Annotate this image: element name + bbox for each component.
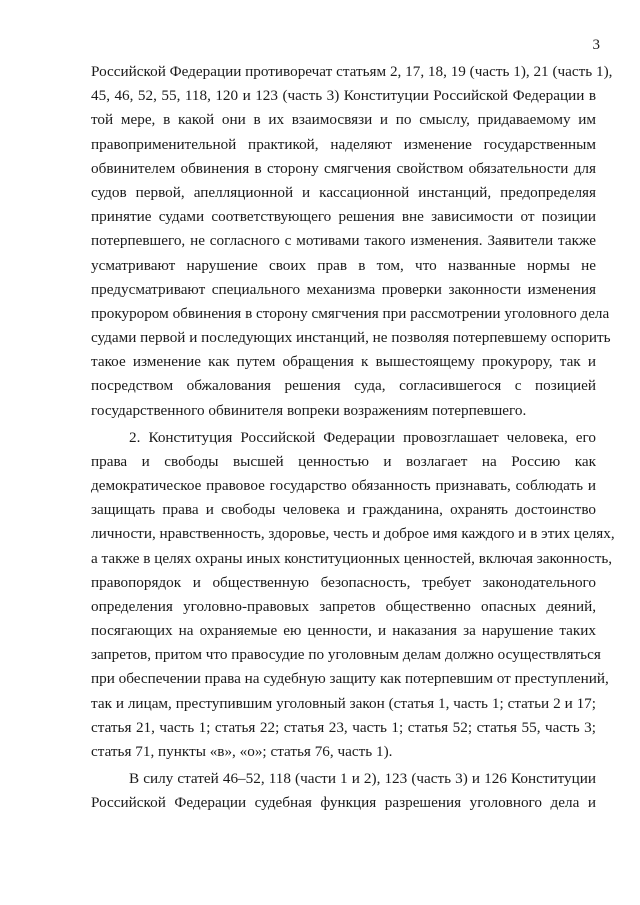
text-line: статья 71, пункты «в», «о»; статья 76, часть 1). [91,743,393,761]
text-line: принятие судами соответствующего решения вне зависимости от позиции [91,208,596,226]
page-number: 3 [592,37,600,53]
text-line: правоприменительной практикой, наделяют изменение государственным [91,135,596,153]
text-line: судами первой и последующих инстанций, не позволяя потерпевшему оспорить [91,329,611,347]
text-line: правопорядок и общественную безопасность, требует законодательного [91,573,596,591]
text-line: личности, нравственность, здоровье, честь и доброе имя каждого и в этих целях, [91,525,615,543]
text-line: предусматривают специального механизма проверки законности изменения [91,280,596,298]
text-line: прокурором обвинения в сторону смягчения при рассмотрении уголовного дела [91,304,610,322]
paragraph-2 [91,426,615,765]
document-body [91,60,615,815]
paragraph-1 [91,60,613,423]
text-line: защищать права и свободы человека и гражданина, охранять достоинство [91,501,596,519]
text-line: судов первой, апелляционной и кассационной инстанций, предопределяя [91,183,596,201]
text-line: государственного обвинителя вопреки возражениям потерпевшего. [91,401,527,419]
text-line: усматривают нарушение своих прав в том, что названные нормы не [91,256,596,274]
text-line: Российской Федерации судебная функция разрешения уголовного дела и [91,794,596,812]
text-line: статья 21, часть 1; статья 22; статья 23, часть 1; статья 52; статья 55, часть 3; [91,718,596,736]
text-line: той мере, в какой они в их взаимосвязи и по смыслу, придаваемому им [91,111,596,129]
text-line: а также в целях охраны иных конституционных ценностей, включая законность, [91,549,613,567]
text-line: определения уголовно-правовых запретов общественно опасных деяний, [91,597,596,615]
text-line: потерпевшего, не согласного с мотивами такого изменения. Заявители также [91,232,596,250]
text-line: права и свободы высшей ценностью и возлагает на Россию как [91,452,596,470]
text-line: запретов, притом что правосудие по уголовным делам должно осуществляться [91,646,601,664]
text-line: такое изменение как путем обращения к вышестоящему прокурору, так и [91,353,596,371]
paragraph-3 [91,767,596,815]
text-line: при обеспечении права на судебную защиту как потерпевшим от преступлений, [91,670,609,688]
text-line: посредством обжалования решения суда, согласившегося с позицией [91,377,596,395]
text-line: 45, 46, 52, 55, 118, 120 и 123 (часть 3) Конституции Российской Федерации в [91,87,596,105]
text-line: посягающих на охраняемые ею ценности, и наказания за нарушение таких [91,622,596,640]
text-line: 2. Конституция Российской Федерации провозглашает человека, его [129,428,596,446]
text-line: так и лицам, преступившим уголовный закон (статья 1, часть 1; статьи 2 и 17; [91,694,596,712]
text-line: В силу статей 46–52, 118 (части 1 и 2), 123 (часть 3) и 126 Конституции [129,770,596,788]
text-line: обвинителем обвинения в сторону смягчения свойством обязательности для [91,159,596,177]
text-line: Российской Федерации противоречат статьям 2, 17, 18, 19 (часть 1), 21 (часть 1), [91,63,613,80]
text-line: демократическое правовое государство обязанность признавать, соблюдать и [91,476,596,494]
